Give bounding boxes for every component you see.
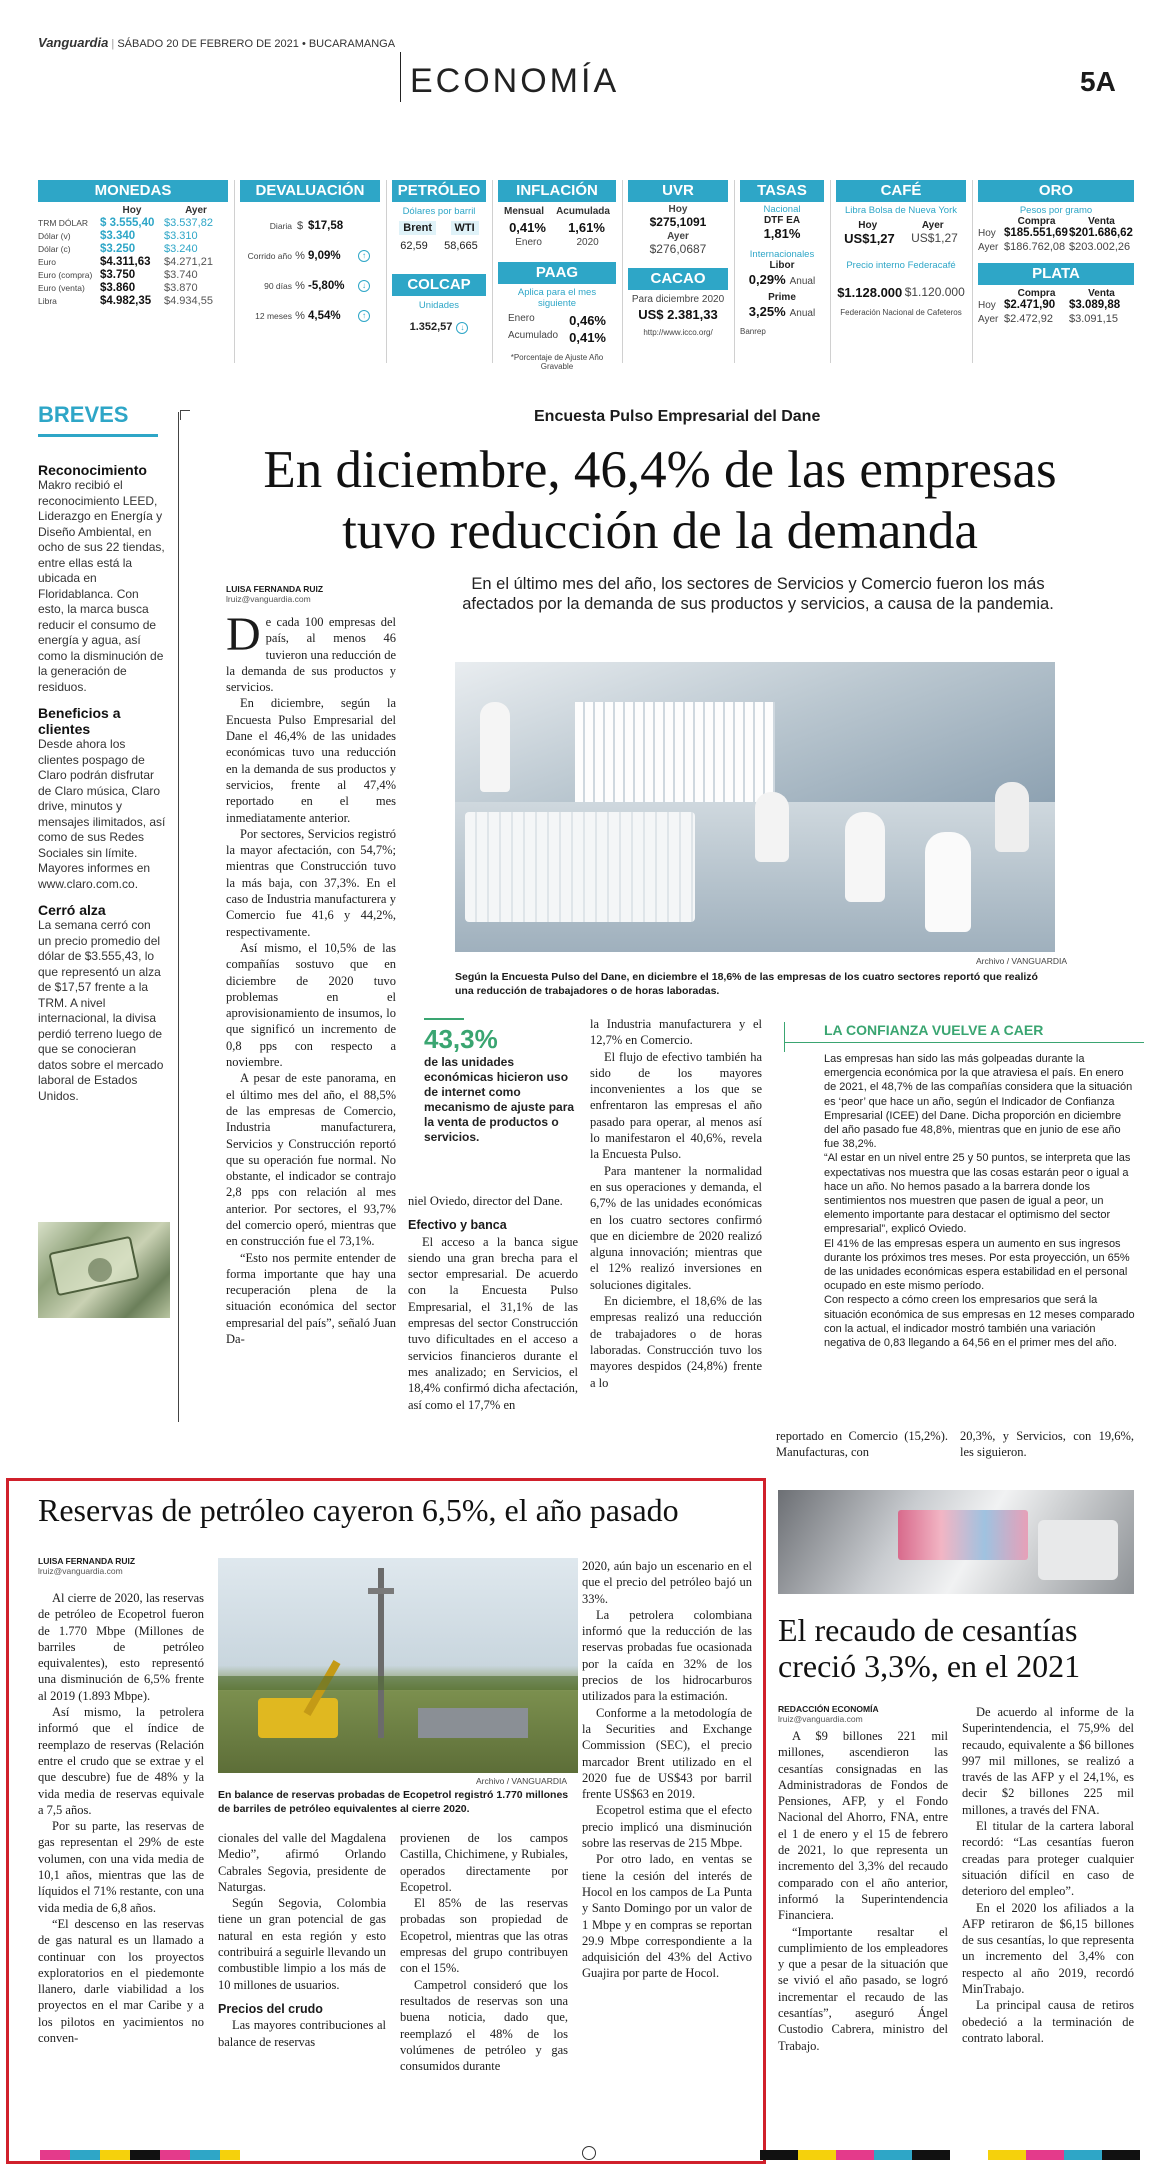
tasas-source: Banrep xyxy=(740,327,766,336)
prime-value: 3,25% xyxy=(748,304,786,319)
dev-unit: % xyxy=(295,310,305,322)
devaluacion-row xyxy=(240,310,380,322)
ces-author: REDACCIÓN ECONOMÍA xyxy=(778,1704,879,1714)
cafe-sub2: Precio interno Federacafé xyxy=(846,260,956,271)
currency-ayer: $3.740 xyxy=(164,269,198,281)
oil-c2-subhead: Precios del crudo xyxy=(218,2001,323,2016)
oil-email: lruiz@vanguardia.com xyxy=(38,1566,123,1576)
arrow-down-icon: ↓ xyxy=(358,280,370,292)
inflacion-header: INFLACIÓN xyxy=(498,180,616,202)
currency-label: Euro (compra) xyxy=(38,270,93,280)
cafe-ayer-label: Ayer xyxy=(921,220,944,231)
currency-label: Euro (venta) xyxy=(38,283,85,293)
cacao-header: CACAO xyxy=(628,268,728,290)
main-col-3 xyxy=(590,1016,762,1391)
currency-ayer: $4.934,55 xyxy=(164,295,213,307)
dev-value: -5,80% xyxy=(308,280,345,292)
cafe-source: Federación Nacional de Cafeteros xyxy=(840,308,962,317)
oil-rig-photo xyxy=(218,1558,578,1773)
dateline: SÁBADO 20 DE FEBRERO DE 2021 • BUCARAMANGA xyxy=(117,38,396,50)
plata-ayer-compra: $2.472,92 xyxy=(1004,313,1053,325)
dev-label: 90 días xyxy=(264,281,292,291)
main-headline-line2: tuvo reducción de la demanda xyxy=(342,502,978,560)
breve-heading: Beneficios a clientes xyxy=(38,705,121,737)
oil-c4p2: La petrolera colombiana informó que la reducción de las reservas probadas fue ocasionada por la caída en 32% de los precios de los hidrocarburos utilizados para la estimación. xyxy=(582,1607,752,1704)
currency-label: Dólar (v) xyxy=(38,231,71,241)
devaluacion-header: DEVALUACIÓN xyxy=(240,180,380,202)
oro-hoy-compra: $185.551,69 xyxy=(1004,227,1068,239)
box-p2: “Al estar en un nivel entre 25 y 50 puntos, se interpreta que las expectativas nos muestra que las cosas estarán peor o igual a hace un año. No hemos pasado a la barrera donde los sentimientos nos muestren que pasen de igual a peor, un elemento importante para destacar el optimismo del sector empresarial”, explicó Oviedo. xyxy=(824,1152,1131,1236)
main-col-4 xyxy=(776,1428,948,1461)
currency-hoy: $ 3.555,40 xyxy=(100,217,155,229)
oro-ayer-venta: $203.002,26 xyxy=(1069,241,1131,253)
wti-label: WTI xyxy=(451,221,479,235)
brent-label: Brent xyxy=(399,221,436,235)
dollar-bills-photo xyxy=(38,1222,170,1318)
ces-headline xyxy=(778,1612,1080,1684)
petroleo-table xyxy=(392,180,486,363)
dtf-value: 1,81% xyxy=(763,226,801,241)
uvr-header: UVR xyxy=(628,180,728,202)
oil-c1p1: Al cierre de 2020, las reservas de petróleo de Ecopetrol fueron de 1.770 Mbpe (Millones de barriles de petróleo equivalentes), esto representó una disminución de 6,5% frente al 2019 (1.893 Mbpe). xyxy=(38,1591,204,1703)
monedas-rows xyxy=(38,217,228,307)
devaluacion-row xyxy=(240,280,380,292)
breves-side-rule xyxy=(178,412,179,1422)
paag-note: *Porcentaje de Ajuste Año Gravable xyxy=(510,353,604,371)
oil-byline xyxy=(38,1556,135,1576)
plata-ayer-venta: $3.091,15 xyxy=(1069,313,1118,325)
main-headline-line1: En diciembre, 46,4% de las empresas xyxy=(263,441,1057,499)
ces-headline-line1: El recaudo de cesantías xyxy=(778,1612,1078,1648)
oro-ayer-label: Ayer xyxy=(978,242,999,253)
main-c2-subhead: Efectivo y banca xyxy=(408,1218,507,1233)
monedas-row xyxy=(38,295,228,307)
currency-hoy: $3.250 xyxy=(100,243,136,255)
oro-ayer-compra: $186.762,08 xyxy=(1004,241,1066,253)
arrow-up-icon: ↑ xyxy=(358,250,370,262)
monedas-row xyxy=(38,230,228,242)
oil-c4p1: 2020, aún bajo un escenario en el que el precio del petróleo bajó un 33%. xyxy=(582,1559,752,1606)
cacao-value: US$ 2.381,33 xyxy=(638,307,718,322)
main-kicker: Encuesta Pulso Empresarial del Dane xyxy=(534,408,821,425)
dev-value: 4,54% xyxy=(308,310,341,322)
petroleo-sub: Dólares por barril xyxy=(402,206,476,217)
arrow-down-icon: ↓ xyxy=(456,322,468,334)
main-c3p1: la Industria manufacturera y el 12,7% en Comercio. xyxy=(590,1017,762,1048)
dev-label: 12 meses xyxy=(255,311,292,321)
cafe-hoy-value: US$1,27 xyxy=(844,231,895,246)
oro-venta-label: Venta xyxy=(1088,216,1115,227)
main-c1p4: Así mismo, el 10,5% de las compañías sostuvo que en diciembre de 2020 tuvo problemas en el aprovisionamiento de insumos, lo que significó un incremento de 0,8 pps con respecto a noviembre. xyxy=(226,940,396,1070)
tasas-int: Internacionales xyxy=(749,249,815,260)
cafe-hoy-label: Hoy xyxy=(858,220,878,231)
ces-c2p3: En el 2020 los afiliados a la AFP retiraron de $6,15 billones de sus cesantías, lo que representa un incremento del 3,4% con respecto al año 2019, recordó MinTrabajo. xyxy=(962,1900,1134,1997)
dev-unit: $ xyxy=(296,220,304,232)
monedas-row xyxy=(38,256,228,268)
stat-callout xyxy=(424,1018,584,1145)
oil-headline: Reservas de petróleo cayeron 6,5%, el año pasado xyxy=(38,1492,679,1528)
breve-heading: Cerró alza xyxy=(38,902,106,918)
dtf-label: DTF EA xyxy=(763,215,801,226)
oil-c3p1: provienen de los campos Castilla, Chichimene, y Rubiales, operados directamente por Ecopetrol. xyxy=(400,1831,568,1894)
uvr-table xyxy=(628,180,728,363)
main-c1p1: e cada 100 empresas del país, al menos 46 tuvieron una reducción de la demanda de sus productos y servicios. xyxy=(226,615,396,695)
oil-col-3 xyxy=(400,1830,568,2074)
inflacion-mes: Enero xyxy=(515,237,542,248)
box-p4: Con respecto a cómo creen los empresarios que será la situación económica de sus empresas en 12 meses comparado con la actual, el indicador mostró también una variación negativa de 0,83 llegando a 64,56 en el primer mes del año. xyxy=(824,1294,1135,1350)
monedas-header: MONEDAS xyxy=(38,180,228,202)
currency-label: Libra xyxy=(38,296,57,306)
oil-c2p1: cionales del valle del Magdalena Medio”, afirmó Orlando Cabrales Segovia, presidente de Naturgas. xyxy=(218,1831,386,1894)
plata-hoy-label: Hoy xyxy=(978,300,996,311)
oil-photo-credit: Archivo / VANGUARDIA xyxy=(476,1776,568,1786)
dev-value: $17,58 xyxy=(308,220,344,232)
color-bar-right xyxy=(760,2150,1140,2160)
ces-col-2 xyxy=(962,1704,1134,2046)
cafe-ayer-value: US$1,27 xyxy=(911,231,958,245)
currency-ayer: $3.240 xyxy=(164,243,198,255)
main-email: lruiz@vanguardia.com xyxy=(226,594,311,604)
devaluacion-table xyxy=(240,180,380,363)
mensual-label: Mensual xyxy=(504,206,545,217)
cacao-sub: Para diciembre 2020 xyxy=(631,294,725,305)
oil-c3p3: Campetrol consideró que los resultados de reservas son una buena noticia, dado que, reemplazó el 48% de los volúmenes de petróleo y gas consumidos durante xyxy=(400,1977,568,2074)
main-c3p3: Para mantener la normalidad en sus operaciones y demanda, el 6,7% de las unidades económicas en los cuatro sectores confirmó que en diciembre de 2020 realizó alguna innovación; mientras que el 12% realizó inversiones en soluciones digitales. xyxy=(590,1163,762,1292)
breves-title: BREVES xyxy=(38,402,129,427)
oil-photo-caption: En balance de reservas probadas de Ecopetrol registró 1.770 millones de barriles de petróleo equivalentes al cierre 2020. xyxy=(218,1789,569,1815)
breve-text: La semana cerró con un precio promedio del dólar de $3.555,43, lo que representó un alza de $17,57 frente a la TRM. A nivel internacional, la divisa perdió terreno luego de que se conocieran datos sobre el mercado laboral de Estados Unidos. xyxy=(38,918,164,1103)
oil-col-1 xyxy=(38,1590,204,2046)
registration-mark-icon xyxy=(582,2146,596,2160)
colcap-value: 1.352,57 xyxy=(409,321,453,333)
currency-ayer: $3.537,82 xyxy=(164,217,213,229)
currency-label: Dólar (c) xyxy=(38,244,71,254)
money-counter-photo xyxy=(778,1490,1134,1594)
oil-c1p2: Así mismo, la petrolera informó que el índice de reemplazo de reservas (Relación entre el crudo que se extrae y el que descubre) fue de 48% y la vida media de reservas equivale a 7,5 años. xyxy=(38,1705,204,1817)
main-c3p4: En diciembre, el 18,6% de las empresas realizó una reducción de trabajadores o de horas laboradas. Construcción tuvo los mayores despidos (24,8%) frente a lo xyxy=(590,1294,762,1390)
main-c1p3: Por sectores, Servicios registró la mayor afectación, con 54,7%; mientras que Construcción tuvo la más baja, con 37,3%. En el caso de Industria manufacturera y Comercio fue 41,6 y 44,2%, respectivamente. xyxy=(226,826,396,939)
main-author: LUISA FERNANDA RUIZ xyxy=(226,584,324,594)
main-c2p2: El acceso a la banca sigue siendo una gran brecha para el sector empresarial. De acuerdo con la Encuesta Pulso Empresarial, el 31,1% de las empresas del sector Construcción tuvo dificultades en el acceso a servicios financieros durante el mes analizado; en Servicios, el 18,4% confirmó dicha afectación, así como el 17,7% en xyxy=(408,1234,578,1412)
oil-c4p5: Por otro lado, en ventas se tiene la cesión del interés de Hocol en los campos de La Punta y Santo Domingo por un valor de 1 Mbpe y en compras se reportan 29.9 Mbpe correspondiente a la adquisición del 43% del Activo Guajira por parte de Hocol. xyxy=(582,1852,752,1981)
main-c1p2: En diciembre, según la Encuesta Pulso Empresarial del Dane el 46,4% de las unidades económicas tuvo una reducción en la demanda de sus productos y servicios, frente al 47,4% reportado en el mes inmediatamente anterior. xyxy=(226,696,396,825)
brent-value: 62,59 xyxy=(400,240,428,252)
box-p3: El 41% de las empresas espera un aumento en sus ingresos durante los próximos tres meses. Por esta proyección, un 65% de las unidades económicas espera estabilidad en el personal ocupado en este mismo período. xyxy=(824,1237,1130,1293)
main-c1p6: “Esto nos permite entender de forma importante que hay una recuperación plena de la situación económica del sector empresarial del país”, señaló Juan Da- xyxy=(226,1250,396,1347)
libor-value: 0,29% xyxy=(748,272,786,287)
paag-enero-value: 0,46% xyxy=(569,313,606,328)
main-col-5 xyxy=(960,1428,1134,1461)
factory-photo-caption: Según la Encuesta Pulso del Dane, en diciembre el 18,6% de las empresas de los cuatro sectores reportó que realizó una reducción de trabajadores o de horas laboradas. xyxy=(455,971,1038,997)
plata-hoy-compra: $2.471,90 xyxy=(1004,299,1056,311)
acumulada-label: Acumulada xyxy=(556,206,610,217)
cafe-interno-hoy: $1.128.000 xyxy=(837,285,903,300)
paag-acum-value: 0,41% xyxy=(569,330,606,345)
uvr-hoy-label: Hoy xyxy=(668,204,688,215)
colcap-header: COLCAP xyxy=(392,274,486,296)
stat-percent: 43,3% xyxy=(424,1024,498,1054)
petroleo-header: PETRÓLEO xyxy=(392,180,486,202)
main-c3p2: El flujo de efectivo también ha sido de los mayores inconvenientes a los que se enfrentaron las empresas el año pasado para operar, al menos así lo manifestaron el 40,6%, revela la Encuesta Pulso. xyxy=(590,1049,762,1162)
breves-rule xyxy=(38,434,158,437)
dev-value: 9,09% xyxy=(308,250,341,262)
confidence-box-body xyxy=(824,1052,1136,1350)
oil-col-2 xyxy=(218,1830,386,2050)
plata-hoy-venta: $3.089,88 xyxy=(1069,299,1121,311)
main-c1-lead xyxy=(226,608,396,695)
devaluacion-row xyxy=(240,250,380,262)
oro-hoy-label: Hoy xyxy=(978,228,996,239)
currency-ayer: $3.870 xyxy=(164,282,198,294)
prime-label: Prime xyxy=(768,292,796,303)
uvr-ayer-label: Ayer xyxy=(667,231,689,242)
devaluacion-row xyxy=(240,220,380,232)
confidence-box-rule xyxy=(784,1022,785,1052)
currency-ayer: $3.310 xyxy=(164,230,198,242)
ces-byline xyxy=(778,1704,879,1724)
monedas-row xyxy=(38,217,228,229)
libor-unit: Anual xyxy=(789,276,816,287)
main-c1p5: A pesar de este panorama, en el último mes del año, el 88,5% de las empresas de Comercio, Industria manufacturera, Servicios y Construcción reportó que su operación fue normal. No obstante, el indicador se contrajo 2,8 pps con relación al mes anterior. Por sectores, el 93,7% del comercio operó, mientras que en construcción fue el 73,1%. xyxy=(226,1071,396,1249)
ces-c2p1: De acuerdo al informe de la Superintendencia, el 75,9% del recaudo, equivalente a $6 billones 997 mil millones, se realizó a través de las AFP y el 24,1%, es decir $2 billones 225 mil millones, a través del FNA. xyxy=(962,1705,1134,1817)
box-p1: Las empresas han sido las más golpeadas durante la emergencia económica por la que atraviesa el país. En enero de 2021, el 48,7% de las compañías considera que la situación es ‘peor’ que hace un año, según el Indicador de Confianza Empresarial (ICEE) del Dane. Dicha proporción en diciembre del año pasado fue 48,8%, mientras que en junio de ese año fue 38,2%. xyxy=(824,1053,1133,1151)
inflacion-anio: 2020 xyxy=(576,237,599,248)
confidence-box-underline xyxy=(784,1042,1144,1043)
tasas-header: TASAS xyxy=(740,180,824,202)
monedas-hoy-label: Hoy xyxy=(122,205,142,216)
oil-c3p2: El 85% de las reservas probadas son propiedad de Ecopetrol, mientras que las otras empresas del grupo contribuyen con el 15%. xyxy=(400,1896,568,1976)
oil-c1p4: “El descenso en las reservas de gas natural es un llamado a continuar con los proyectos exploratorios en el piedemonte llanero, darle viabilidad a los proyectos en el mar Caribe y a los pilotos en yacimientos no conven- xyxy=(38,1916,204,2046)
cafe-header: CAFÉ xyxy=(836,180,966,202)
ces-headline-line2: creció 3,3%, en el 2021 xyxy=(778,1648,1081,1684)
breves-list xyxy=(38,452,166,1104)
tasas-sub: Nacional xyxy=(763,204,801,215)
cafe-table xyxy=(836,180,966,363)
monedas-row xyxy=(38,269,228,281)
oil-c4p3: Conforme a la metodología de la Securities and Exchange Commission (SEC), el precio marcador Brent utilizado en el 2020 fue de US$43 por barril frente US$63 en 2019. xyxy=(582,1705,752,1802)
wti-value: 58,665 xyxy=(444,240,478,252)
currency-hoy: $3.860 xyxy=(100,282,136,294)
section-title: ECONOMÍA xyxy=(410,62,620,100)
currency-label: Euro xyxy=(38,257,56,267)
oro-compra-label: Compra xyxy=(1017,216,1056,227)
factory-photo xyxy=(455,662,1055,952)
masthead: Vanguardia | SÁBADO 20 DE FEBRERO DE 2021 • BUCARAMANGA xyxy=(38,35,396,50)
plata-compra-label: Compra xyxy=(1017,288,1056,299)
ces-c1p2: “Importante resaltar el cumplimiento de los empleadores y que a pesar de la situación que se vivió el año pasado, se logró incrementar el recaudo de las cesantías”, aseguró Ángel Custodio Cabrera, ministro del Trabajo. xyxy=(778,1924,948,2053)
oil-c4p4: Ecopetrol estima que el efecto precio implicó una disminución sobre las reservas de 215 Mbpe. xyxy=(582,1803,752,1851)
tasas-table xyxy=(740,180,824,363)
libor-label: Libor xyxy=(769,260,795,271)
main-col-1 xyxy=(226,608,396,1347)
main-col-2 xyxy=(408,1193,578,1413)
ces-col-1 xyxy=(778,1728,948,2054)
currency-hoy: $4.982,35 xyxy=(100,295,152,307)
main-dek: En el último mes del año, los sectores de Servicios y Comercio fueron los más afectados por la demanda de sus productos y servicios, a causa de la pandemia. xyxy=(462,575,1054,613)
color-bar-left xyxy=(40,2150,240,2160)
factory-photo-credit: Archivo / VANGUARDIA xyxy=(976,956,1068,966)
devaluacion-rows xyxy=(240,220,380,322)
currency-label: TRM DÓLAR xyxy=(38,218,89,228)
prime-unit: Anual xyxy=(789,308,816,319)
breve-heading: Reconocimiento xyxy=(38,462,147,478)
main-c2p1: niel Oviedo, director del Dane. xyxy=(408,1194,563,1208)
currency-ayer: $4.271,21 xyxy=(164,256,213,268)
stat-text: de las unidades económicas hicieron uso de internet como mecanismo de ajuste para la venta de productos o servicios. xyxy=(424,1055,575,1144)
oro-header: ORO xyxy=(978,180,1134,202)
oro-table xyxy=(978,180,1134,363)
ces-email: lruiz@vanguardia.com xyxy=(778,1714,863,1724)
monedas-ayer-label: Ayer xyxy=(185,205,207,216)
currency-hoy: $4.311,63 xyxy=(100,256,151,268)
breve-text: Makro recibió el reconocimiento LEED, Liderazgo en Energía y Diseño Ambiental, en ocho de sus 22 tiendas, entre ellas está la ubicada en Floridablanca. Con esto, la marca busca reducir el consumo de energía y agua, así como la disminución de la generación de residuos. xyxy=(38,478,165,694)
colcap-sub: Unidades xyxy=(418,300,460,311)
inflacion-acumulada: 1,61% xyxy=(568,220,605,235)
monedas-row xyxy=(38,243,228,255)
dev-unit: % xyxy=(295,280,305,292)
plata-header: PLATA xyxy=(978,263,1134,285)
cafe-interno-ayer: $1.120.000 xyxy=(904,285,965,299)
section-rule xyxy=(400,52,401,102)
dev-label: Corrido año xyxy=(247,251,292,261)
page-number: 5A xyxy=(1080,66,1116,97)
kicker-ornament xyxy=(180,410,190,420)
oro-sub: Pesos por gramo xyxy=(1019,205,1093,216)
ces-c1p1: A $9 billones 221 mil millones, ascendieron las cesantías consignadas en las Administradoras de Fondos de Pensiones, AFP, y el Fondo Nacional del Ahorro, FNA, entre el 1 de enero y el 15 de febrero de 2021, lo que representa un incremento del 3,3% del recaudo comparado con el año anterior, informó la Superintendencia Financiera. xyxy=(778,1729,948,1923)
plata-ayer-label: Ayer xyxy=(978,314,999,325)
oil-author: LUISA FERNANDA RUIZ xyxy=(38,1556,136,1566)
drop-cap: D xyxy=(226,608,261,661)
currency-hoy: $3.750 xyxy=(100,269,136,281)
uvr-ayer-value: $276,0687 xyxy=(649,242,707,256)
paag-acum-label: Acumulado xyxy=(508,330,559,341)
dev-label: Diaria xyxy=(269,221,292,231)
main-c5: 20,3%, y Servicios, con 19,6%, les siguieron. xyxy=(960,1429,1134,1460)
arrow-up-icon: ↑ xyxy=(358,310,370,322)
uvr-hoy-value: $275,1091 xyxy=(649,215,707,229)
oil-col-4 xyxy=(582,1558,752,1982)
inflacion-table xyxy=(498,180,616,371)
main-headline xyxy=(180,440,1140,562)
plata-venta-label: Venta xyxy=(1088,288,1115,299)
ces-c2p4: La principal causa de retiros obedeció a la terminación de contrato laboral. xyxy=(962,1998,1134,2045)
currency-hoy: $3.340 xyxy=(100,230,136,242)
paag-enero-label: Enero xyxy=(508,313,535,324)
oil-c1p3: Por su parte, las reservas de gas representan el 29% de este volumen, con una vida media de 10,1 años, mientras que las de líquidos el 71% restante, con una vida media de 6,8 años. xyxy=(38,1819,204,1915)
main-c4: reportado en Comercio (15,2%). Manufacturas, con xyxy=(776,1429,948,1460)
breve-text: Desde ahora los clientes pospago de Claro podrán disfrutar de Claro música, Claro drive, minutos y mensajes ilimitados, así como de sus Redes Sociales sin límite. Mayores informes en www.claro.com.co. xyxy=(38,737,166,891)
cacao-source-link[interactable]: http://www.icco.org/ xyxy=(643,328,713,337)
oro-hoy-venta: $201.686,62 xyxy=(1069,227,1133,239)
monedas-table xyxy=(38,180,228,363)
ces-c2p2: El titular de la cartera laboral recordó: “Las cesantías fueron creadas para proteger cualquier situación difícil en caso de deterioro del empleo”. xyxy=(962,1819,1134,1899)
confidence-box-title: LA CONFIANZA VUELVE A CAER xyxy=(824,1022,1044,1038)
cafe-sub: Libra Bolsa de Nueva York xyxy=(845,205,957,216)
paag-header: PAAG xyxy=(498,262,616,284)
oil-c2p3: Las mayores contribuciones al balance de reservas xyxy=(218,2018,386,2049)
monedas-row xyxy=(38,282,228,294)
inflacion-mensual: 0,41% xyxy=(509,220,546,235)
main-byline xyxy=(226,584,323,604)
oil-c2p2: Según Segovia, Colombia tiene un gran potencial de gas natural en esta región y esto contribuirá a seguirle llevando un combustible limpio a los más de 10 millones de usuarios. xyxy=(218,1896,386,1992)
dev-unit: % xyxy=(295,250,305,262)
brand-logo: Vanguardia xyxy=(38,35,109,50)
paag-sub: Aplica para el mes siguiente xyxy=(517,287,597,309)
